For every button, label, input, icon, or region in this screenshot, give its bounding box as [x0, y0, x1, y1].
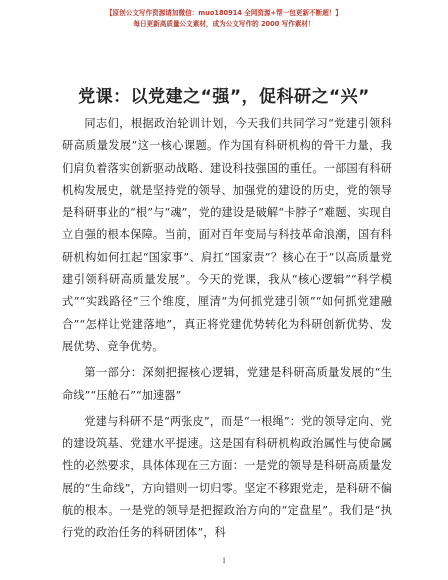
page-number: 1	[222, 556, 226, 565]
paragraph-intro: 同志们，根据政治轮训计划，今天我们共同学习“党建引领科研高质量发展”这一核心课题。作为国有科研机构的骨干力量，我们肩负着落实创新驱动战略、建设科技强国的重任。一部国有科研机构发展史，就是坚持党的领导、加强党的建设的历史，党的领导是科研事业的“根”与“魂”，党的建设是破解“卡脖子”难题、实现自立自强的根本保障。当前，面对百年变局与科技革命浪潮，国有科研机构如何扛起“国家事”、肩扛“国家责”？核心在于“以高质量党建引领科研高质量发展”。今天的党课，我从“核心逻辑”“科学模式”“实践路径”三个维度，厘清“为何抓党建引领”“如何抓党建融合”“怎样让党建落地”，真正将党建优势转化为科研创新优势、发展优势、竞争优势。	[62, 117, 392, 353]
paragraph-section-1: 党建与科研不是“两张皮”，而是“一根绳”：党的领导定向、党的建设筑基、党建水平提速。这是国有科研机构政治属性与使命属性的必然要求，具体体现在三方面：一是党的领导是科研高质量发展的“生命线”，方向错则一切归零。坚定不移跟党走，是科研不偏航的根本。一是党的领导是把握政治方向的“定盘星”。我们是“执行党的政治任务的科研团体”，科	[62, 414, 392, 540]
banner-line-2: 每日更新高质量公文素材，成为公文写作的 2000 写作素材！	[133, 19, 315, 28]
section-heading-1: 第一部分：深刻把握核心逻辑，党建是科研高质量发展的“生命线”“压舱石”“加速器”	[62, 366, 392, 402]
document-title: 党课：以党建之“强”，促科研之“兴”	[78, 87, 370, 107]
banner-line-1: 【原创公文写作资源请加微信：muo180914 全网资源+帮一包更新不断超！】	[105, 9, 343, 17]
document-body	[62, 113, 392, 545]
header-banner	[0, 8, 448, 29]
